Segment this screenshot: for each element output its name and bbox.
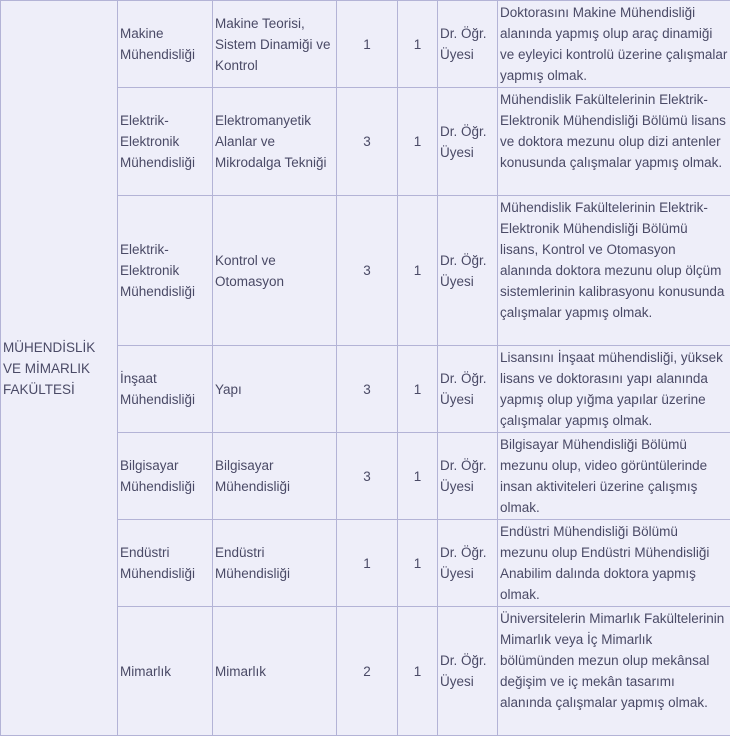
count-cell: 3 (337, 346, 398, 433)
department-cell: Endüstri Mühendisliği (118, 520, 213, 607)
faculty-cell: MÜHENDİSLİK VE MİMARLIK FAKÜLTESİ (1, 1, 118, 736)
requirement-cell: Endüstri Mühendisliği Bölümü mezunu olup Endüstri Mühendisliği Anabilim dalında doktora yapmış olmak. (498, 520, 730, 607)
department-cell: Makine Mühendisliği (118, 1, 213, 88)
field-cell: Mimarlık (213, 607, 337, 736)
title-cell: Dr. Öğr. Üyesi (438, 607, 498, 736)
requirement-cell: Mühendislik Fakültelerinin Elektrik-Elektronik Mühendisliği Bölümü lisans, Kontrol ve Otomasyon alanında doktora mezunu olup ölçüm sistemlerinin kalibrasyonu konusunda çalışmalar yapmış olmak. (498, 196, 730, 346)
requirement-cell: Bilgisayar Mühendisliği Bölümü mezunu olup, video görüntülerinde insan aktiviteleri üzerine çalışmış olmak. (498, 433, 730, 520)
field-cell: Bilgisayar Mühendisliği (213, 433, 337, 520)
requirement-cell: Doktorasını Makine Mühendisliği alanında yapmış olup araç dinamiği ve eyleyici kontrolü üzerine çalışmalar yapmış olmak. (498, 1, 730, 88)
title-cell: Dr. Öğr. Üyesi (438, 520, 498, 607)
field-cell: Elektromanyetik Alanlar ve Mikrodalga Tekniği (213, 88, 337, 196)
department-cell: Elektrik-Elektronik Mühendisliği (118, 196, 213, 346)
count-cell: 3 (337, 88, 398, 196)
title-cell: Dr. Öğr. Üyesi (438, 433, 498, 520)
department-cell: Mimarlık (118, 607, 213, 736)
department-cell: Bilgisayar Mühendisliği (118, 433, 213, 520)
field-cell: Endüstri Mühendisliği (213, 520, 337, 607)
points-cell: 1 (398, 88, 438, 196)
points-cell: 1 (398, 346, 438, 433)
field-cell: Kontrol ve Otomasyon (213, 196, 337, 346)
title-cell: Dr. Öğr. Üyesi (438, 88, 498, 196)
title-cell: Dr. Öğr. Üyesi (438, 196, 498, 346)
points-cell: 1 (398, 607, 438, 736)
field-cell: Makine Teorisi, Sistem Dinamiği ve Kontrol (213, 1, 337, 88)
points-cell: 1 (398, 520, 438, 607)
field-cell: Yapı (213, 346, 337, 433)
points-cell: 1 (398, 1, 438, 88)
count-cell: 3 (337, 433, 398, 520)
points-cell: 1 (398, 196, 438, 346)
title-cell: Dr. Öğr. Üyesi (438, 346, 498, 433)
table-row (1, 1, 730, 88)
count-cell: 2 (337, 607, 398, 736)
points-cell: 1 (398, 433, 438, 520)
department-cell: İnşaat Mühendisliği (118, 346, 213, 433)
department-cell: Elektrik-Elektronik Mühendisliği (118, 88, 213, 196)
title-cell: Dr. Öğr. Üyesi (438, 1, 498, 88)
count-cell: 1 (337, 520, 398, 607)
requirement-cell: Lisansını İnşaat mühendisliği, yüksek lisans ve doktorasını yapı alanında yapmış olup yığma yapılar üzerine çalışmalar yapmış olmak. (498, 346, 730, 433)
requirement-cell: Mühendislik Fakültelerinin Elektrik-Elektronik Mühendisliği Bölümü lisans ve doktora mezunu olup dizi antenler konusunda çalışmalar yapmış olmak. (498, 88, 730, 196)
requirement-cell: Üniversitelerin Mimarlık Fakültelerinin Mimarlık veya İç Mimarlık bölümünden mezun olup mekânsal değişim ve iç mekân tasarımı alanında çalışmalar yapmış olmak. (498, 607, 730, 736)
count-cell: 1 (337, 1, 398, 88)
count-cell: 3 (337, 196, 398, 346)
